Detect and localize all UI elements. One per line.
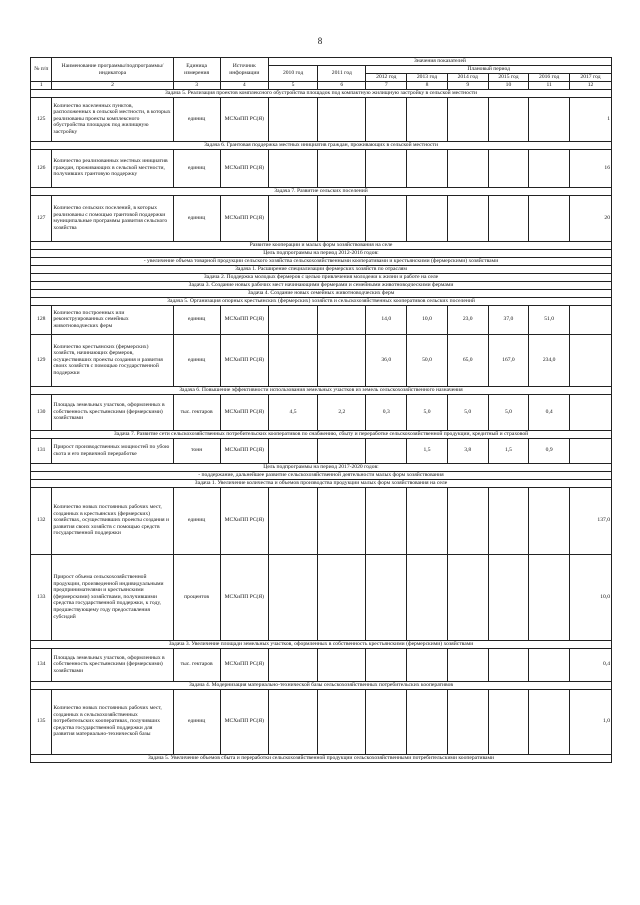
value-cell: 5,0 [407,394,448,430]
value-cell: 10,0 [407,305,448,334]
section-row [31,386,612,394]
unit-cell: единиц [173,149,220,187]
table-row [31,487,612,554]
section-row [31,257,612,265]
source-cell: МСХиПП РС(Я) [220,334,268,386]
value-cell [268,487,317,554]
value-cell [318,438,366,463]
source-cell: МСХиПП РС(Я) [220,648,268,681]
indicator-name: Количество сельских поселений, в которых реализованы с помощью грантовой поддержки муниципальные программы развития сельского хозяйства [52,195,173,241]
section-title: Задача 5. Реализация проектов комплексного обустройства площадок под компактную жилищную застройку в сельской местности [31,89,612,97]
column-number: 8 [407,82,448,90]
value-cell: 5,0 [447,394,488,430]
value-cell: 50,0 [407,334,448,386]
indicator-name: Площадь земельных участков, оформленных в собственность крестьянскими (фермерскими) хозяйствами [52,394,173,430]
value-cell [366,554,407,640]
source-cell: МСХиПП РС(Я) [220,97,268,141]
value-cell [268,305,317,334]
column-number: 3 [173,82,220,90]
row-number: 127 [31,195,52,241]
row-number: 126 [31,149,52,187]
value-cell [268,195,317,241]
unit-cell: единиц [173,97,220,141]
section-title: - поддержание, дальнейшее развитие сельскохозяйственной деятельности малых форм хозяйствования [31,471,612,479]
unit-cell: тыс. гектаров [173,648,220,681]
source-cell: МСХиПП РС(Я) [220,554,268,640]
value-cell [488,149,529,187]
source-cell: МСХиПП РС(Я) [220,438,268,463]
source-cell: МСХиПП РС(Я) [220,394,268,430]
section-row [31,297,612,305]
column-number: 12 [570,82,612,90]
value-cell [407,97,448,141]
row-number: 131 [31,438,52,463]
section-row [31,265,612,273]
value-cell [366,648,407,681]
table-row [31,195,612,241]
section-row [31,681,612,689]
section-row [31,463,612,471]
unit-cell: единиц [173,195,220,241]
section-title: Задача 7. Развитие сети сельскохозяйственных потребительских кооперативов по снабжению, сбыту и переработке сельскохозяйственной продукции, кредитный и страховой [31,430,612,438]
value-cell: 37,0 [488,305,529,334]
table-row [31,689,612,754]
value-cell: 36,0 [366,334,407,386]
value-cell [529,487,570,554]
section-title: Задача 1. Увеличение количества и объемов производства продукции малых форм хозяйствования на селе [31,479,612,487]
value-cell [407,689,448,754]
header-year-planned: 2013 год [407,74,448,82]
row-number: 132 [31,487,52,554]
unit-cell: тонн [173,438,220,463]
value-cell [447,195,488,241]
header-unit: Единица измерения [173,58,220,82]
value-cell [318,149,366,187]
section-title: - увеличение объема товарной продукции сельского хозяйства сельскохозяйственными кооперативами и крестьянскими (фермерскими) хозяйствами [31,257,612,265]
header-name: Наименование программы/подпрограммы/индикатора [52,58,173,82]
value-cell [318,487,366,554]
column-number: 2 [52,82,173,90]
indicator-name: Количество крестьянских (фермерских) хозяйств, начинающих фермеров, осуществивших проекты создания и развития своих хозяйств с помощью государственной поддержки [52,334,173,386]
value-cell [366,97,407,141]
value-cell [366,487,407,554]
indicator-name: Количество новых постоянных рабочих мест, созданных в сельскохозяйственных потребительских кооперативах, получивших средства государственной поддержки для развития материально-технической базы [52,689,173,754]
value-cell: 1,5 [488,438,529,463]
value-cell: 234,0 [529,334,570,386]
value-cell [570,305,612,334]
table-row [31,554,612,640]
value-cell [529,149,570,187]
indicator-name: Прирост производственных мощностей по убою скота и его первичной переработке [52,438,173,463]
source-cell: МСХиПП РС(Я) [220,305,268,334]
column-number: 6 [318,82,366,90]
column-number: 11 [529,82,570,90]
row-number: 129 [31,334,52,386]
section-row [31,141,612,149]
section-title: Задача 3. Увеличение площади земельных участков, оформленных в собственность крестьянскими (фермерскими) хозяйствами [31,640,612,648]
row-number: 130 [31,394,52,430]
indicator-name: Количество реализованных местных инициатив граждан, проживающих в сельской местности, получивших грантовую поддержку [52,149,173,187]
unit-cell: единиц [173,334,220,386]
table-row [31,438,612,463]
column-number: 4 [220,82,268,90]
value-cell [366,689,407,754]
indicator-name: Площадь земельных участков, оформленных в собственность крестьянскими (фермерскими) хозяйствами [52,648,173,681]
value-cell [447,554,488,640]
value-cell: 65,0 [447,334,488,386]
section-title: Задача 4. Модернизация материально-технической базы сельскохозяйственных потребительских кооперативов [31,681,612,689]
value-cell [488,97,529,141]
value-cell [570,334,612,386]
section-row [31,640,612,648]
row-number: 128 [31,305,52,334]
value-cell [570,438,612,463]
section-title: Задача 4. Создание новых семейных животноводческих ферм [31,289,612,297]
value-cell [529,195,570,241]
value-cell: 0,3 [366,394,407,430]
value-cell: 0,9 [529,438,570,463]
column-number: 5 [268,82,317,90]
value-cell [529,554,570,640]
value-cell [268,149,317,187]
unit-cell: тыс. гектаров [173,394,220,430]
value-cell: 16 [570,149,612,187]
unit-cell: единиц [173,305,220,334]
section-row [31,754,612,762]
section-row [31,187,612,195]
value-cell [447,487,488,554]
row-number: 134 [31,648,52,681]
value-cell: 1,5 [407,438,448,463]
value-cell [268,334,317,386]
value-cell: 137,0 [570,487,612,554]
section-row [31,281,612,289]
value-cell [529,689,570,754]
value-cell: 2,2 [318,394,366,430]
section-row [31,241,612,249]
column-number: 9 [447,82,488,90]
value-cell: 14,0 [366,305,407,334]
value-cell [447,149,488,187]
table-row [31,305,612,334]
unit-cell: процентов [173,554,220,640]
section-row [31,289,612,297]
value-cell [318,305,366,334]
value-cell [570,394,612,430]
value-cell [488,648,529,681]
value-cell [407,554,448,640]
table-row [31,97,612,141]
section-row [31,273,612,281]
value-cell [488,554,529,640]
indicator-name: Количество населенных пунктов, расположенных в сельской местности, в которых реализованы проекты комплексного обустройства площадок под жилищную застройку [52,97,173,141]
value-cell: 3,8 [447,438,488,463]
value-cell [488,195,529,241]
value-cell: 167,0 [488,334,529,386]
value-cell [366,438,407,463]
value-cell: 20 [570,195,612,241]
value-cell [268,97,317,141]
header-year-planned: 2014 год [447,74,488,82]
value-cell [318,554,366,640]
section-title: Задача 6. Повышение эффективности использования земельных участков из земель сельскохозяйственного назначения [31,386,612,394]
section-title: Задача 7. Развитие сельских поселений [31,187,612,195]
value-cell [529,648,570,681]
header-num: № п/п [31,58,52,82]
value-cell [268,438,317,463]
table-row [31,149,612,187]
value-cell [318,689,366,754]
unit-cell: единиц [173,689,220,754]
value-cell [529,97,570,141]
value-cell [447,97,488,141]
header-row-1 [31,58,612,66]
section-title: Развитие кооперации и малых форм хозяйствования на селе [31,241,612,249]
column-number: 7 [366,82,407,90]
value-cell: 1,0 [570,689,612,754]
section-title: Задача 3. Создание новых рабочих мест начинающими фермерами и семейными животноводческими фермами [31,281,612,289]
row-number: 125 [31,97,52,141]
value-cell [488,689,529,754]
row-number: 133 [31,554,52,640]
value-cell [268,689,317,754]
source-cell: МСХиПП РС(Я) [220,149,268,187]
value-cell: 51,0 [529,305,570,334]
table-row [31,334,612,386]
unit-cell: единиц [173,487,220,554]
header-year-planned: 2012 год [366,74,407,82]
value-cell [447,689,488,754]
section-title: Цель подпрограммы на период 2012-2016 годов: [31,249,612,257]
page-number: 8 [317,36,323,46]
header-year-planned: 2016 год [529,74,570,82]
value-cell: 0,4 [570,648,612,681]
value-cell [268,554,317,640]
value-cell: 4,5 [268,394,317,430]
row-number: 135 [31,689,52,754]
value-cell: 5,0 [488,394,529,430]
value-cell [318,195,366,241]
section-title: Задача 5. Организация опорных крестьянских (фермерских) хозяйств и сельскохозяйственных кооперативов сельских поселений [31,297,612,305]
header-year-2010: 2010 год [268,66,317,82]
source-cell: МСХиПП РС(Я) [220,195,268,241]
indicator-name: Количество построенных или реконструированных семейных животноводческих ферм [52,305,173,334]
value-cell [318,334,366,386]
value-cell [366,149,407,187]
section-title: Цель подпрограммы на период 2017-2020 годов: [31,463,612,471]
source-cell: МСХиПП РС(Я) [220,689,268,754]
column-number-row [31,82,612,90]
value-cell [407,195,448,241]
section-row [31,249,612,257]
header-source: Источник информации [220,58,268,82]
indicator-name: Прирост объема сельскохозяйственной продукции, произведенной индивидуальными предпринимателями и крестьянскими (фермерскими) хозяйствами, получившими средства государственной поддержки, к году, предшествующему году предоставления субсидий [52,554,173,640]
value-cell [447,648,488,681]
section-row [31,471,612,479]
column-number: 10 [488,82,529,90]
section-title: Задача 5. Увеличение объемов сбыта и переработки сельскохозяйственной продукции сельскохозяйственными потребительскими кооперативами [31,754,612,762]
value-cell: 0,4 [529,394,570,430]
header-year-planned: 2017 год [570,74,612,82]
value-cell: 10,0 [570,554,612,640]
section-title: Задача 6. Грантовая поддержка местных инициатив граждан, проживающих в сельской местности [31,141,612,149]
section-row [31,479,612,487]
value-cell [488,487,529,554]
value-cell [366,195,407,241]
section-title: Задача 2. Поддержка молодых фермеров с целью привлечения молодежи к жизни и работе на селе [31,273,612,281]
header-planned-period: Плановый период [366,66,612,74]
value-cell [318,648,366,681]
value-cell: 1 [570,97,612,141]
table-row [31,648,612,681]
header-year-planned: 2015 год [488,74,529,82]
section-title: Задача 1. Расширение специализации фермерских хозяйств по отраслям [31,265,612,273]
value-cell [407,648,448,681]
value-cell [407,487,448,554]
indicators-table [30,57,612,763]
header-year-2011: 2011 год [318,66,366,82]
table-row [31,394,612,430]
value-cell [407,149,448,187]
source-cell: МСХиПП РС(Я) [220,487,268,554]
value-cell [268,648,317,681]
value-cell [318,97,366,141]
section-row [31,430,612,438]
column-number: 1 [31,82,52,90]
header-values-group: Значения показателей [268,58,611,66]
section-row [31,89,612,97]
indicator-name: Количество новых постоянных рабочих мест, созданных в крестьянских (фермерских) хозяйствах, осуществивших проекты создания и развития своих хозяйств с помощью средств государственной поддержки [52,487,173,554]
value-cell: 23,0 [447,305,488,334]
